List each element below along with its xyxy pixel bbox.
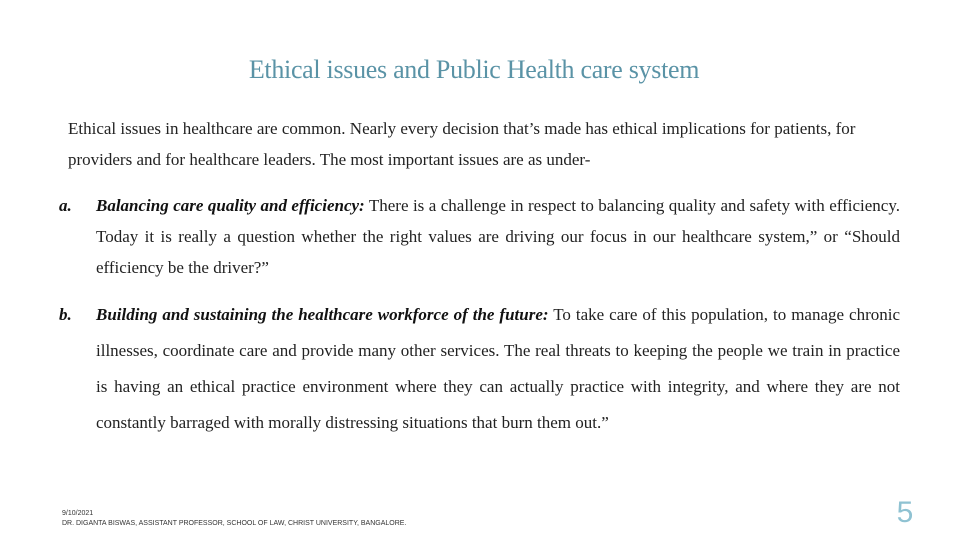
list-item-lead: Balancing care quality and efficiency: — [96, 196, 365, 215]
footer-date: 9/10/2021 — [62, 510, 94, 517]
list-item-body: There is a challenge in respect to balancing quality and safety with efficiency. Today it is really a question whether the right values are driving our focus in our healthcare system,” or “Should efficiency be the driver?” — [96, 196, 900, 277]
list-marker: b. — [59, 305, 72, 324]
list-item-text — [96, 297, 900, 441]
intro-paragraph: Ethical issues in healthcare are common. Nearly every decision that’s made has ethical implications for patients, for providers and for healthcare leaders. The most important issues are as under- — [68, 119, 856, 169]
slide-number: 5 — [896, 496, 914, 529]
footer — [62, 509, 406, 529]
list-marker: a. — [59, 196, 72, 215]
list-item-body: To take care of this population, to manage chronic illnesses, coordinate care and provide many other services. The real threats to keeping the people we train in practice is having an ethical practice environment where they can actually practice with integrity, and where they are not constantly barraged with morally distressing situations that burn them out.” — [96, 305, 901, 432]
list-item-lead: Building and sustaining the healthcare workforce of the future: — [96, 305, 549, 324]
footer-author: DR. DIGANTA BISWAS, ASSISTANT PROFESSOR, SCHOOL OF LAW, CHRIST UNIVERSITY, BANGALORE. — [62, 520, 407, 527]
list-item-text — [96, 190, 900, 283]
slide-title: Ethical issues and Public Health care system — [248, 55, 700, 84]
